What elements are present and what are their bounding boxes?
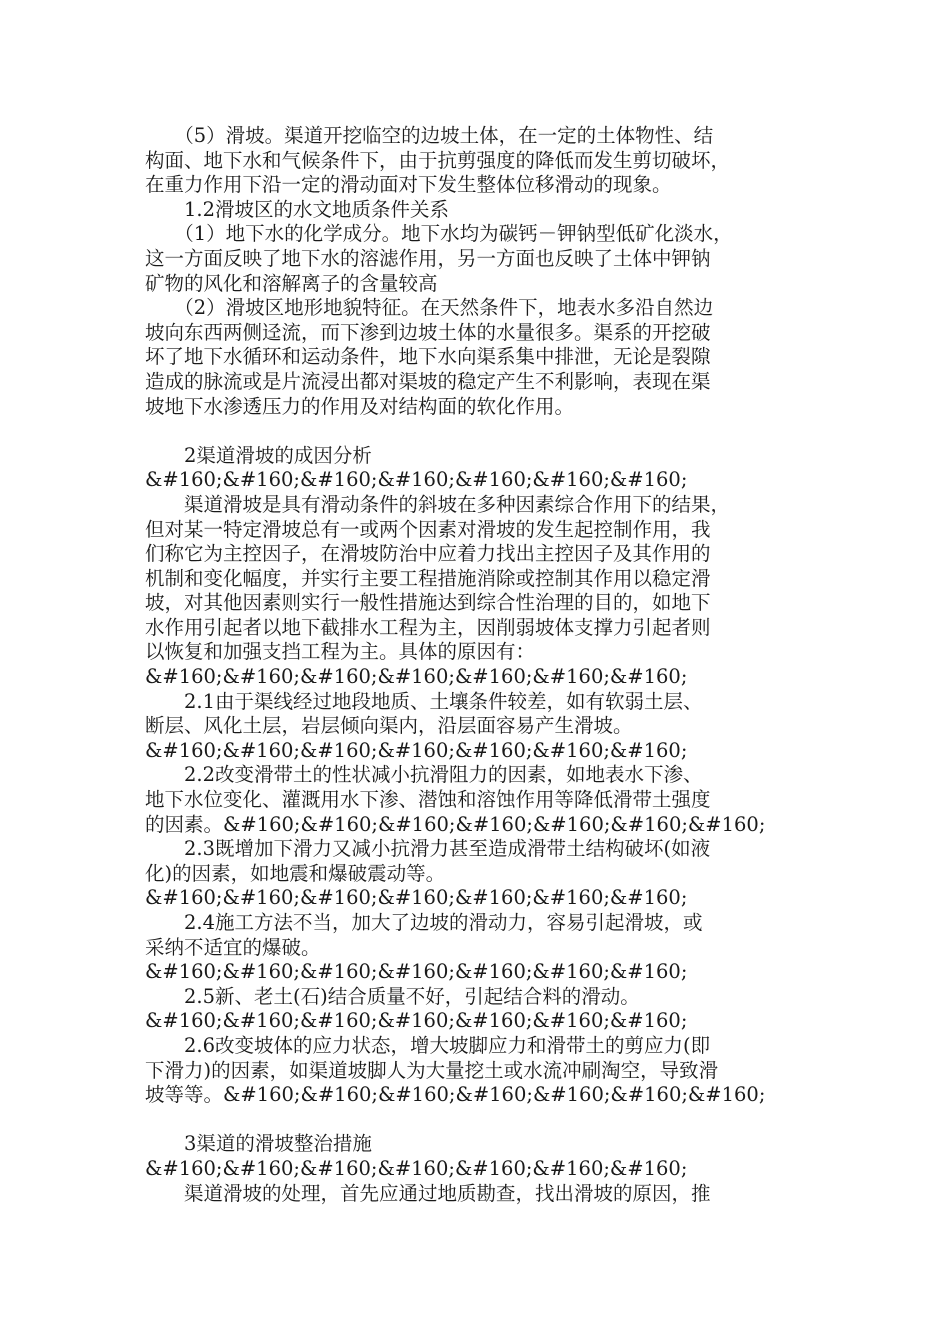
text-line: 化)的因素，如地震和爆破震动等。 [145, 861, 446, 885]
text-line: 1.2滑坡区的水文地质条件关系 [145, 197, 450, 221]
text-line: 在重力作用下沿一定的滑动面对下发生整体位移滑动的现象。 [145, 173, 672, 197]
text-line: 2.6改变坡体的应力状态，增大坡脚应力和滑带土的剪应力(即 [145, 1033, 711, 1057]
text-line: 们称它为主控因子，在滑坡防治中应着力找出主控因子及其作用的 [145, 542, 711, 566]
text-line: &#160;&#160;&#160;&#160;&#160;&#160;&#160; [145, 468, 688, 492]
text-line: 渠道滑坡的处理，首先应通过地质勘查，找出滑坡的原因，推 [145, 1181, 711, 1205]
text-line: 2.3既增加下滑力又减小抗滑力甚至造成滑带土结构破坏(如液 [145, 837, 711, 861]
text-line: &#160;&#160;&#160;&#160;&#160;&#160;&#160; [145, 665, 688, 689]
text-line: 下滑力)的因素，如渠道坡脚人为大量挖土或水流冲刷淘空，导致滑 [145, 1058, 719, 1082]
text-line: 水作用引起者以地下截排水工程为主，因削弱坡体支撑力引起者则 [145, 615, 711, 639]
text-line: 2.1由于渠线经过地段地质、土壤条件较差，如有软弱土层、 [145, 689, 703, 713]
text-line: （5）滑坡。渠道开挖临空的边坡土体，在一定的土体物性、结 [145, 124, 714, 147]
text-line: 采纳不适宜的爆破。 [145, 935, 321, 959]
text-line: 这一方面反映了地下水的溶滤作用，另一方面也反映了土体中钾钠 [145, 246, 711, 270]
text-line: &#160;&#160;&#160;&#160;&#160;&#160;&#160; [145, 738, 688, 762]
text-line: 2.2改变滑带土的性状减小抗滑阻力的因素，如地表水下渗、 [145, 763, 703, 787]
blank-line [145, 419, 815, 444]
text-line: 坡向东西两侧迳流，而下渗到边坡土体的水量很多。渠系的开挖破 [145, 320, 711, 344]
text-line: 3渠道的滑坡整治措施 [145, 1132, 372, 1156]
text-line: 地下水位变化、灌溉用水下渗、潜蚀和溶蚀作用等降低滑带土强度 [145, 788, 711, 812]
text-line: 渠道滑坡是具有滑动条件的斜坡在多种因素综合作用下的结果， [145, 492, 731, 516]
text-line: 断层、风化土层，岩层倾向渠内，沿层面容易产生滑坡。 [145, 714, 633, 738]
text-line: 2渠道滑坡的成因分析 [145, 443, 372, 467]
text-line: （2）滑坡区地形地貌特征。在天然条件下，地表水多沿自然边 [145, 296, 714, 320]
text-line: 坡等等。&#160;&#160;&#160;&#160;&#160;&#160;&#160; [145, 1083, 766, 1107]
text-line: 坡，对其他因素则实行一般性措施达到综合性治理的目的，如地下 [145, 591, 711, 615]
text-line: （1）地下水的化学成分。地下水均为碳钙－钾钠型低矿化淡水， [145, 222, 733, 246]
text-line: 矿物的风化和溶解离子的含量较高 [145, 271, 438, 295]
text-line: 坡地下水渗透压力的作用及对结构面的软化作用。 [145, 394, 575, 418]
text-line: 的因素。&#160;&#160;&#160;&#160;&#160;&#160;&#160; [145, 812, 766, 836]
text-line: 坏了地下水循环和运动条件，地下水向渠系集中排泄，无论是裂隙 [145, 345, 711, 369]
text-line: 但对某一特定滑坡总有一或两个因素对滑坡的发生起控制作用，我 [145, 517, 711, 541]
text-line: &#160;&#160;&#160;&#160;&#160;&#160;&#160; [145, 1009, 688, 1033]
text-line: 以恢复和加强支挡工程为主。具体的原因有： [145, 640, 536, 664]
text-line: 构面、地下水和气候条件下，由于抗剪强度的降低而发生剪切破坏， [145, 148, 731, 172]
text-line: 造成的脉流或是片流浸出都对渠坡的稳定产生不利影响，表现在渠 [145, 369, 711, 393]
text-line: 2.4施工方法不当，加大了边坡的滑动力，容易引起滑坡，或 [145, 911, 703, 934]
document-body [145, 124, 815, 1206]
text-line: 2.5新、老土(石)结合质量不好，引起结合料的滑动。 [145, 984, 640, 1008]
text-line: 机制和变化幅度，并实行主要工程措施消除或控制其作用以稳定滑 [145, 566, 711, 590]
text-line: &#160;&#160;&#160;&#160;&#160;&#160;&#160; [145, 960, 688, 984]
blank-line [145, 1108, 815, 1133]
text-line: &#160;&#160;&#160;&#160;&#160;&#160;&#160; [145, 1156, 688, 1180]
text-line: &#160;&#160;&#160;&#160;&#160;&#160;&#160; [145, 886, 688, 910]
